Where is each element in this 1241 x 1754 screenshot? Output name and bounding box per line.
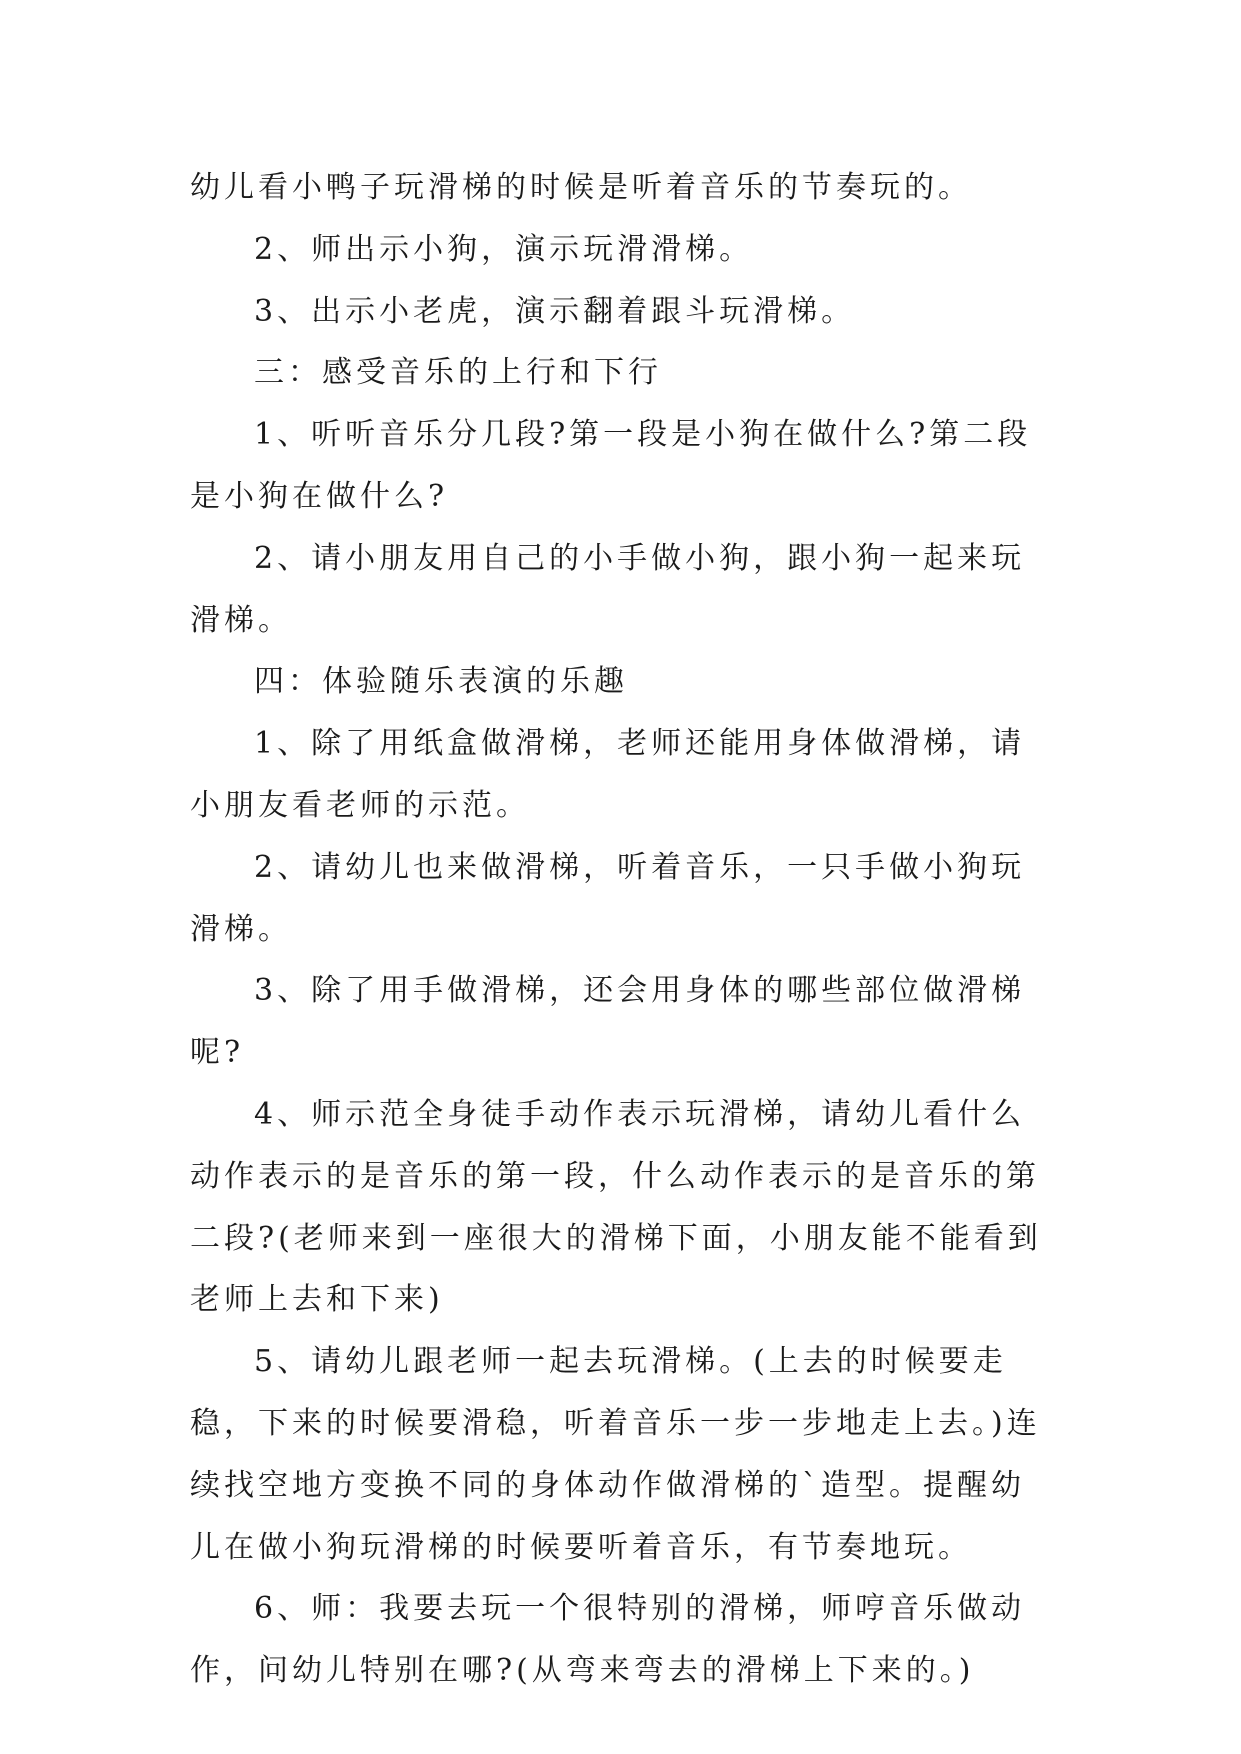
- paragraph-step-2: 2、师出示小狗，演示玩滑滑梯。: [254, 231, 754, 267]
- paragraph-continuation: 幼儿看小鸭子玩滑梯的时候是听着音乐的节奏玩的。: [190, 170, 972, 205]
- document-body: [190, 157, 1050, 1702]
- paragraph-s4-step-6: 6、师：我要去玩一个很特别的滑梯，师哼音乐做动作，问幼儿特别在哪?(从弯来弯去的滑梯上下来的。): [190, 1591, 1026, 1689]
- paragraph-s4-step-2: 2、请幼儿也来做滑梯，听着音乐，一只手做小狗玩滑梯。: [190, 849, 1026, 947]
- section-heading-3: 三：感受音乐的上行和下行: [254, 355, 662, 391]
- paragraph-step-3: 3、出示小老虎，演示翻着跟斗玩滑梯。: [254, 293, 856, 329]
- paragraph-s4-step-3: 3、除了用手做滑梯，还会用身体的哪些部位做滑梯呢?: [190, 973, 1026, 1071]
- paragraph-s4-step-5: 5、请幼儿跟老师一起去玩滑梯。(上去的时候要走稳，下来的时候要滑稳，听着音乐一步一步地走上去。)连续找空地方变换不同的身体动作做滑梯的`造型。提醒幼儿在做小狗玩滑梯的时候要听着音乐，有节奏地玩。: [190, 1344, 1041, 1565]
- section-heading-4: 四：体验随乐表演的乐趣: [254, 664, 628, 700]
- paragraph-s3-step-2: 2、请小朋友用自己的小手做小狗，跟小狗一起来玩滑梯。: [190, 540, 1026, 638]
- paragraph-s3-step-1: 1、听听音乐分几段?第一段是小狗在做什么?第二段是小狗在做什么?: [190, 417, 1032, 514]
- paragraph-s4-step-1: 1、除了用纸盒做滑梯，老师还能用身体做滑梯，请小朋友看老师的示范。: [190, 726, 1026, 823]
- paragraph-s4-step-4: 4、师示范全身徒手动作表示玩滑梯，请幼儿看什么动作表示的是音乐的第一段，什么动作表示的是音乐的第二段?(老师来到一座很大的滑梯下面，小朋友能不能看到老师上去和下来): [190, 1096, 1042, 1318]
